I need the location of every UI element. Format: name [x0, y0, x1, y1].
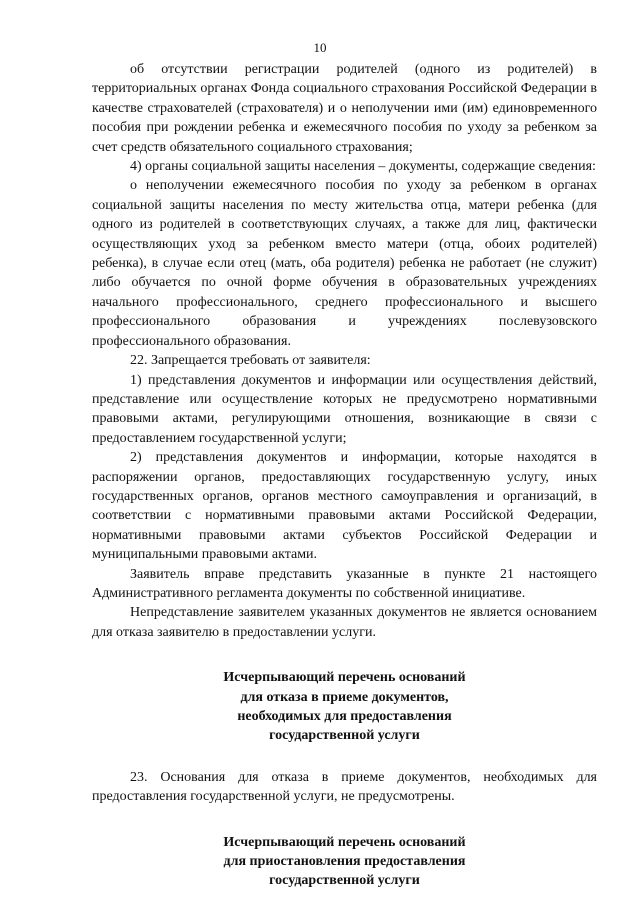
- heading-line: для приостановления предоставления: [223, 854, 466, 870]
- heading-line: необходимых для предоставления: [237, 709, 452, 724]
- paragraph-item-4: 4) органы социальной защиты населения – документы, содержащие сведения:: [130, 159, 596, 175]
- heading-line: для отказа в приеме документов,: [240, 689, 449, 705]
- heading-line: государственной услуги: [269, 873, 420, 889]
- heading-line: государственной услуги: [269, 728, 420, 744]
- heading-line: Исчерпывающий перечень оснований: [223, 670, 466, 686]
- paragraph-own-initiative: Заявитель вправе представить указанные в пункте 21 настоящего Административного регламента документы по собственной инициативе.: [92, 566, 597, 601]
- section-heading-suspension: [92, 833, 597, 891]
- paragraph-22-item-1: 1) представления документов и информации или осуществления действий, представление или осуществление которых не предусмотрено нормативными правовыми актами, регулирующими отношения, возникающие в связи с предоставлением государственной услуги;: [92, 372, 597, 446]
- paragraph-22-item-2: 2) представления документов и информации, которые находятся в распоряжении органов, предоставляющих государственную услугу, иных государственных органов, органов местного самоуправления и организаций, в соответствии с нормативными правовыми актами Российской Федерации, нормативными правовыми актами субъектов Российской Федерации и муниципальными правовыми актами.: [92, 450, 597, 563]
- paragraph-childcare-allowance: о неполучении ежемесячного пособия по уходу за ребенком в органах социальной защиты населения по месту жительства отца, матери ребенка (для одного из родителей в соответствующих случаях, а также для лиц, фактически осуществляющих уход за ребенком вместо матери (отца, обоих родителей) ребенка), в случае если отец (мать, оба родителя) ребенка не работает (не служит) либо обучается по очной форме обучения в образовательных учреждениях начального профессионального, среднего профессионального и высшего профессионального образования и учреждениях послевузовского профессионального образования.: [92, 178, 597, 349]
- heading-line: Исчерпывающий перечень оснований: [223, 834, 466, 850]
- page-number: 10: [313, 40, 327, 55]
- paragraph-non-submission: Непредставление заявителем указанных документов не является основанием для отказа заявителю в предоставлении услуги.: [92, 605, 597, 640]
- paragraph-registration: об отсутствии регистрации родителей (одного из родителей) в территориальных органах Фонда социального страхования Российской Федерации в качестве страхователей (страхователя) и о неполучении ими (им) единовременного пособия при рождении ребенка и ежемесячного пособия по уходу за ребенком за счет средств обязательного социального страхования;: [92, 62, 597, 155]
- paragraph-22: 22. Запрещается требовать от заявителя:: [130, 353, 371, 369]
- section-heading-refusal: [92, 668, 597, 746]
- paragraph-23: 23. Основания для отказа в приеме документов, необходимых для предоставления государственной услуги, не предусмотрены.: [92, 769, 597, 805]
- page-body: [92, 60, 597, 891]
